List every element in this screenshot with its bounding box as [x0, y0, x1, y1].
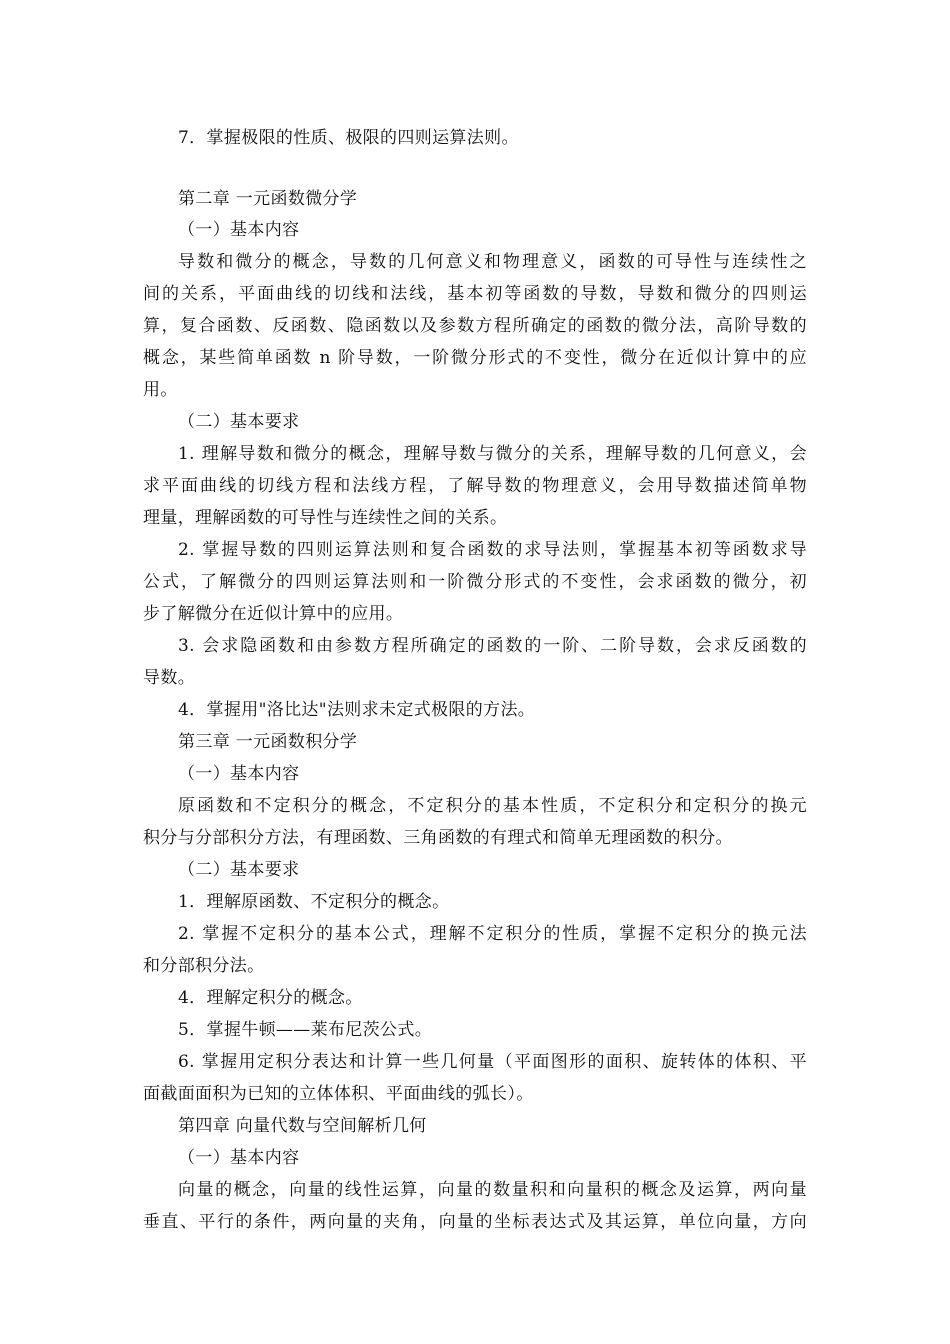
- ch2-req-1-cont: 理量，理解函数的可导性与连续性之间的关系。: [143, 508, 508, 528]
- ch2-req-3-cont: 导数。: [143, 668, 196, 688]
- ch2-content-line: 算，复合函数、反函数、隐函数以及参数方程所确定的函数的微分法，高阶导数的: [143, 316, 807, 336]
- ch3-req-5: 5．掌握牛顿——莱布尼茨公式。: [178, 1020, 433, 1040]
- ch2-req-2: 2. 掌握导数的四则运算法则和复合函数的求导法则，掌握基本初等函数求导: [178, 540, 807, 560]
- ch2-content-line: 间的关系，平面曲线的切线和法线，基本初等函数的导数，导数和微分的四则运: [143, 284, 807, 304]
- chapter-3-title: 第三章 一元函数积分学: [178, 732, 358, 752]
- ch2-req-1: 1. 理解导数和微分的概念，理解导数与微分的关系，理解导数的几何意义，会: [178, 444, 807, 464]
- ch3-req-4: 4．理解定积分的概念。: [178, 988, 363, 1008]
- ch3-requirements-heading: （二）基本要求: [178, 860, 300, 880]
- ch4-basic-content-heading: （一）基本内容: [178, 1148, 300, 1168]
- ch3-content-line: 积分与分部积分方法，有理函数、三角函数的有理式和简单无理函数的积分。: [143, 828, 733, 848]
- ch3-req-6: 6. 掌握用定积分表达和计算一些几何量（平面图形的面积、旋转体的体积、平: [178, 1052, 807, 1072]
- ch3-req-6-cont: 面截面面积为已知的立体体积、平面曲线的弧长）。: [143, 1084, 534, 1104]
- ch2-content-line: 导数和微分的概念，导数的几何意义和物理意义，函数的可导性与连续性之: [178, 252, 807, 272]
- ch2-content-line: 用。: [143, 380, 178, 400]
- ch4-content-line: 向量的概念，向量的线性运算，向量的数量积和向量积的概念及运算，两向量: [178, 1180, 807, 1200]
- chapter-2-title: 第二章 一元函数微分学: [178, 189, 358, 209]
- ch3-basic-content-heading: （一）基本内容: [178, 764, 300, 784]
- ch2-req-2-cont: 步了解微分在近似计算中的应用。: [143, 604, 404, 624]
- ch2-content-line: 概念，某些简单函数 n 阶导数，一阶微分形式的不变性，微分在近似计算中的应: [143, 348, 807, 368]
- ch3-req-1: 1．理解原函数、不定积分的概念。: [178, 892, 450, 912]
- ch3-content-line: 原函数和不定积分的概念，不定积分的基本性质，不定积分和定积分的换元: [178, 796, 807, 816]
- item-limits-7: 7．掌握极限的性质、极限的四则运算法则。: [178, 128, 519, 148]
- ch2-req-3: 3. 会求隐函数和由参数方程所确定的函数的一阶、二阶导数，会求反函数的: [178, 636, 807, 656]
- ch2-req-4: 4．掌握用"洛比达"法则求未定式极限的方法。: [178, 700, 536, 720]
- ch2-req-2-cont: 公式，了解微分的四则运算法则和一阶微分形式的不变性，会求函数的微分，初: [143, 572, 807, 592]
- ch2-basic-content-heading: （一）基本内容: [178, 220, 300, 240]
- ch2-requirements-heading: （二）基本要求: [178, 412, 300, 432]
- ch2-req-1-cont: 求平面曲线的切线方程和法线方程，了解导数的物理意义，会用导数描述简单物: [143, 476, 807, 496]
- chapter-4-title: 第四章 向量代数与空间解析几何: [178, 1116, 427, 1136]
- ch3-req-2-cont: 和分部积分法。: [143, 956, 265, 976]
- ch3-req-2: 2. 掌握不定积分的基本公式，理解不定积分的性质，掌握不定积分的换元法: [178, 924, 807, 944]
- ch4-content-line: 垂直、平行的条件，两向量的夹角，向量的坐标表达式及其运算，单位向量，方向: [143, 1212, 807, 1232]
